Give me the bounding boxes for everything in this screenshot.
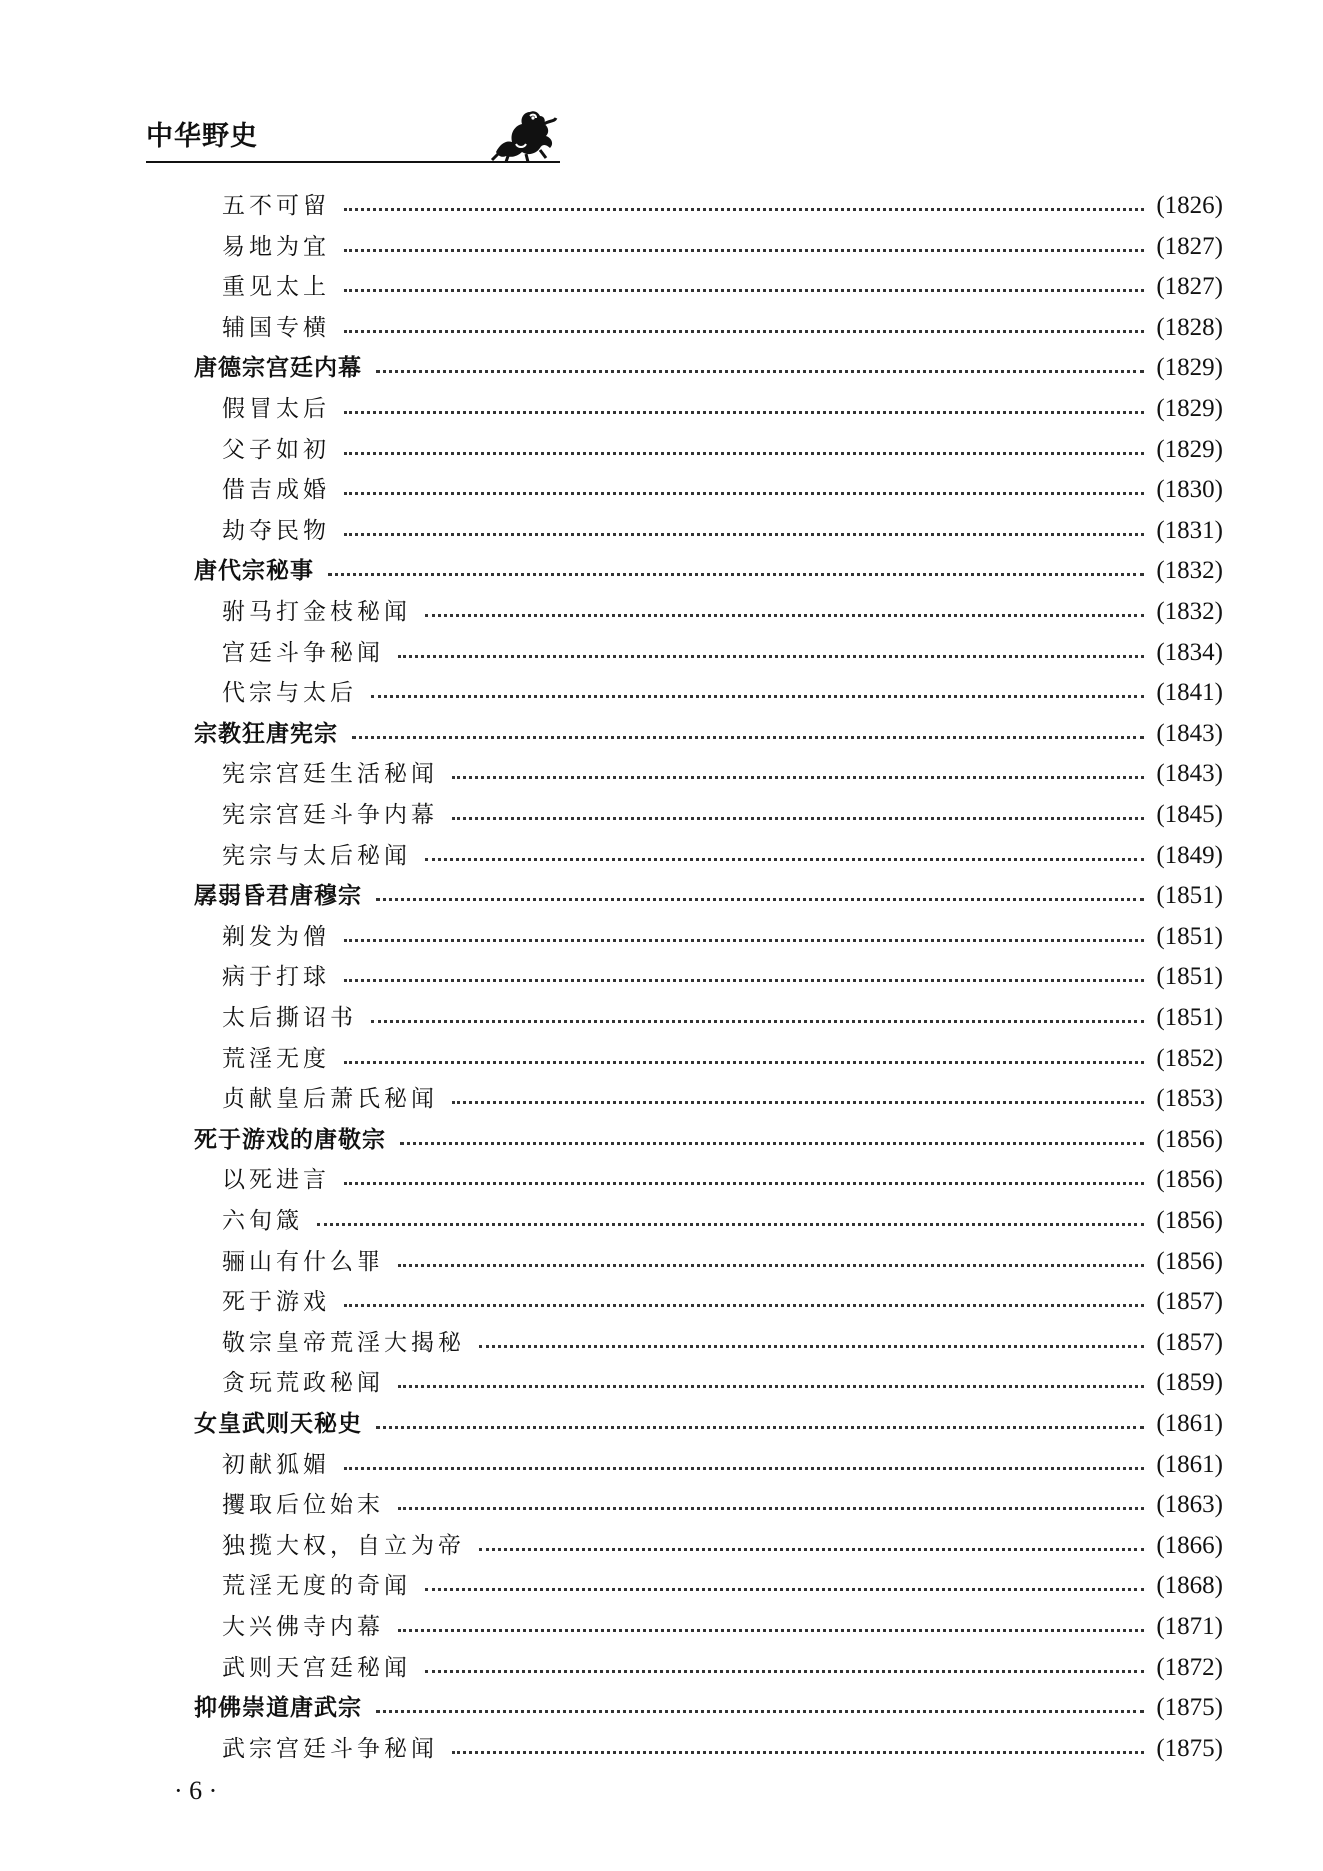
toc-entry-title: 骊山有什么罪 bbox=[222, 1248, 384, 1275]
toc-entry-title: 假冒太后 bbox=[222, 396, 330, 422]
toc-entry-title: 借吉成婚 bbox=[222, 477, 330, 504]
dot-leader bbox=[479, 1339, 1144, 1348]
toc-entry-title: 初献狐媚 bbox=[222, 1451, 330, 1478]
toc-section-row bbox=[222, 471, 1223, 511]
running-header bbox=[146, 108, 560, 164]
page-number: · 6 · bbox=[174, 1776, 218, 1805]
toc-section-row bbox=[222, 958, 1223, 998]
dot-leader bbox=[376, 1704, 1144, 1713]
toc-section-row bbox=[222, 796, 1223, 836]
toc-entry-title: 武则天宫廷秘闻 bbox=[222, 1654, 411, 1681]
toc-entry-page: (1853) bbox=[1156, 1085, 1223, 1113]
toc-entry-page: (1861) bbox=[1156, 1450, 1223, 1478]
toc-entry-page: (1875) bbox=[1156, 1694, 1223, 1722]
toc-entry-page: (1856) bbox=[1156, 1125, 1223, 1153]
toc-entry-page: (1866) bbox=[1156, 1531, 1223, 1559]
dot-leader bbox=[376, 1420, 1144, 1429]
dot-leader bbox=[344, 1298, 1144, 1307]
toc-section-row bbox=[222, 431, 1223, 471]
dot-leader bbox=[400, 1136, 1144, 1145]
dot-leader bbox=[452, 770, 1144, 779]
toc-chapter-row bbox=[194, 1405, 1223, 1445]
toc-entry-page: (1829) bbox=[1156, 435, 1223, 463]
toc-entry-title: 荒淫无度的奇闻 bbox=[222, 1573, 411, 1600]
toc-entry-title: 驸马打金枝秘闻 bbox=[222, 599, 411, 625]
toc-chapter-row bbox=[194, 552, 1223, 592]
toc-entry-title: 代宗与太后 bbox=[222, 680, 357, 707]
dot-leader bbox=[398, 1501, 1144, 1510]
toc-section-row bbox=[222, 674, 1223, 714]
toc-entry-page: (1832) bbox=[1156, 598, 1223, 625]
toc-section-row bbox=[222, 1202, 1223, 1242]
toc-entry-page: (1827) bbox=[1156, 232, 1223, 260]
toc-entry-title: 贞献皇后萧氏秘闻 bbox=[222, 1086, 438, 1113]
toc-entry-title: 父子如初 bbox=[222, 436, 330, 463]
toc-entry-title: 女皇武则天秘史 bbox=[194, 1411, 362, 1437]
toc-section-row bbox=[222, 1080, 1223, 1120]
dot-leader bbox=[344, 1055, 1144, 1064]
toc-entry-title: 以死进言 bbox=[222, 1167, 330, 1194]
toc-entry-title: 大兴佛寺内幕 bbox=[222, 1614, 384, 1640]
dragon-logo-icon bbox=[486, 104, 558, 164]
toc-section-row bbox=[222, 228, 1223, 268]
toc-section-row bbox=[222, 1283, 1223, 1323]
toc-entry-title: 宫廷斗争秘闻 bbox=[222, 639, 384, 666]
toc-section-row bbox=[222, 593, 1223, 633]
toc-entry-page: (1872) bbox=[1156, 1653, 1223, 1681]
toc-chapter-row bbox=[194, 349, 1223, 389]
toc-entry-title: 六旬箴 bbox=[222, 1208, 303, 1234]
toc-entry-page: (1843) bbox=[1156, 719, 1223, 747]
toc-entry-title: 宪宗宫廷斗争内幕 bbox=[222, 802, 438, 828]
dot-leader bbox=[344, 486, 1144, 495]
dot-leader bbox=[398, 1258, 1144, 1267]
toc-entry-title: 五不可留 bbox=[222, 193, 330, 219]
toc-entry-title: 抑佛崇道唐武宗 bbox=[194, 1695, 362, 1722]
book-title: 中华野史 bbox=[146, 121, 258, 152]
toc-entry-page: (1861) bbox=[1156, 1410, 1223, 1437]
toc-entry-title: 重见太上 bbox=[222, 274, 330, 301]
toc-entry-title: 易地为宜 bbox=[222, 233, 330, 260]
dot-leader bbox=[398, 649, 1144, 658]
toc-entry-page: (1856) bbox=[1156, 1207, 1223, 1234]
toc-section-row bbox=[222, 837, 1223, 877]
dot-leader bbox=[376, 364, 1144, 373]
dot-leader bbox=[344, 933, 1144, 942]
toc-entry-title: 劫夺民物 bbox=[222, 517, 330, 544]
toc-section-row bbox=[222, 187, 1223, 227]
dot-leader bbox=[344, 243, 1144, 252]
toc-chapter-row bbox=[194, 715, 1223, 755]
dot-leader bbox=[344, 324, 1144, 333]
dot-leader bbox=[344, 973, 1144, 982]
toc-entry-title: 武宗宫廷斗争秘闻 bbox=[222, 1735, 438, 1762]
toc-entry-page: (1843) bbox=[1156, 760, 1223, 788]
toc-entry-title: 太后撕诏书 bbox=[222, 1005, 357, 1031]
dot-leader bbox=[376, 892, 1144, 901]
toc-entry-page: (1851) bbox=[1156, 1004, 1223, 1031]
toc-entry-title: 攫取后位始末 bbox=[222, 1492, 384, 1519]
toc-entry-page: (1851) bbox=[1156, 922, 1223, 950]
toc-entry-page: (1857) bbox=[1156, 1328, 1223, 1356]
dot-leader bbox=[479, 1542, 1144, 1551]
dot-leader bbox=[425, 852, 1144, 861]
toc-entry-title: 贪玩荒政秘闻 bbox=[222, 1370, 384, 1397]
dot-leader bbox=[425, 1582, 1144, 1591]
toc-entry-title: 死于游戏 bbox=[222, 1289, 330, 1316]
dot-leader bbox=[328, 567, 1144, 576]
dot-leader bbox=[452, 1095, 1144, 1104]
dot-leader bbox=[344, 527, 1144, 536]
dot-leader bbox=[344, 446, 1144, 455]
toc-entry-page: (1851) bbox=[1156, 882, 1223, 910]
toc-section-row bbox=[222, 1243, 1223, 1283]
toc-entry-title: 剃发为僧 bbox=[222, 923, 330, 950]
toc-entry-page: (1832) bbox=[1156, 557, 1223, 585]
toc-chapter-row bbox=[194, 1689, 1223, 1729]
dot-leader bbox=[344, 1176, 1144, 1185]
toc-entry-page: (1851) bbox=[1156, 963, 1223, 991]
toc-entry-page: (1856) bbox=[1156, 1247, 1223, 1275]
toc-section-row bbox=[222, 512, 1223, 552]
toc-entry-title: 唐德宗宫廷内幕 bbox=[194, 355, 362, 382]
toc-section-row bbox=[222, 1649, 1223, 1689]
toc-entry-title: 宪宗与太后秘闻 bbox=[222, 842, 411, 869]
toc-section-row bbox=[222, 1364, 1223, 1404]
toc-entry-page: (1857) bbox=[1156, 1288, 1223, 1316]
dot-leader bbox=[352, 730, 1144, 739]
toc-section-row bbox=[222, 1324, 1223, 1364]
toc-section-row bbox=[222, 918, 1223, 958]
toc-entry-page: (1828) bbox=[1156, 313, 1223, 341]
toc-chapter-row bbox=[194, 1121, 1223, 1161]
toc-section-row bbox=[222, 755, 1223, 795]
toc-entry-title: 荒淫无度 bbox=[222, 1045, 330, 1072]
toc-section-row bbox=[222, 390, 1223, 430]
toc-section-row bbox=[222, 1567, 1223, 1607]
toc-entry-page: (1868) bbox=[1156, 1572, 1223, 1600]
toc-section-row bbox=[222, 999, 1223, 1039]
toc-entry-title: 独揽大权，自立为帝 bbox=[222, 1532, 465, 1559]
toc-entry-title: 敬宗皇帝荒淫大揭秘 bbox=[222, 1329, 465, 1356]
dot-leader bbox=[344, 1461, 1144, 1470]
toc-section-row bbox=[222, 1486, 1223, 1526]
toc-entry-page: (1826) bbox=[1156, 192, 1223, 219]
toc-section-row bbox=[222, 268, 1223, 308]
toc-section-row bbox=[222, 1161, 1223, 1201]
dot-leader bbox=[371, 689, 1144, 698]
dot-leader bbox=[425, 608, 1144, 617]
toc-entry-title: 唐代宗秘事 bbox=[194, 558, 314, 585]
toc-entry-page: (1856) bbox=[1156, 1166, 1223, 1194]
dot-leader bbox=[452, 811, 1144, 820]
dot-leader bbox=[344, 202, 1144, 211]
dot-leader bbox=[452, 1745, 1144, 1754]
toc-entry-page: (1863) bbox=[1156, 1491, 1223, 1519]
toc-entry-page: (1831) bbox=[1156, 516, 1223, 544]
toc-entry-page: (1830) bbox=[1156, 476, 1223, 504]
dot-leader bbox=[425, 1664, 1144, 1673]
toc-entry-page: (1845) bbox=[1156, 801, 1223, 828]
toc-entry-page: (1829) bbox=[1156, 395, 1223, 422]
toc-section-row bbox=[222, 1608, 1223, 1648]
toc-entry-page: (1852) bbox=[1156, 1044, 1223, 1072]
toc-entry-title: 病于打球 bbox=[222, 964, 330, 991]
dot-leader bbox=[344, 405, 1144, 414]
toc-section-row bbox=[222, 1446, 1223, 1486]
toc-entry-page: (1871) bbox=[1156, 1613, 1223, 1640]
toc-section-row bbox=[222, 1040, 1223, 1080]
toc-entry-page: (1859) bbox=[1156, 1369, 1223, 1397]
toc-chapter-row bbox=[194, 877, 1223, 917]
dot-leader bbox=[344, 283, 1144, 292]
toc-entry-page: (1849) bbox=[1156, 841, 1223, 869]
toc-entry-title: 宗教狂唐宪宗 bbox=[194, 720, 338, 747]
toc-entry-page: (1841) bbox=[1156, 679, 1223, 707]
dot-leader bbox=[398, 1379, 1144, 1388]
toc-section-row bbox=[222, 1730, 1223, 1770]
toc-section-row bbox=[222, 634, 1223, 674]
toc-entry-title: 宪宗宫廷生活秘闻 bbox=[222, 761, 438, 788]
toc-entry-page: (1829) bbox=[1156, 354, 1223, 382]
toc-entry-page: (1875) bbox=[1156, 1734, 1223, 1762]
header-rule bbox=[146, 161, 560, 163]
toc-entry-page: (1827) bbox=[1156, 273, 1223, 301]
toc-entry-title: 孱弱昏君唐穆宗 bbox=[194, 883, 362, 910]
dot-leader bbox=[317, 1217, 1144, 1226]
toc-entry-title: 辅国专横 bbox=[222, 314, 330, 341]
dot-leader bbox=[398, 1623, 1144, 1632]
toc-entry-page: (1834) bbox=[1156, 638, 1223, 666]
dot-leader bbox=[371, 1014, 1144, 1023]
toc-entry-title: 死于游戏的唐敬宗 bbox=[194, 1126, 386, 1153]
toc-section-row bbox=[222, 1527, 1223, 1567]
toc-section-row bbox=[222, 309, 1223, 349]
